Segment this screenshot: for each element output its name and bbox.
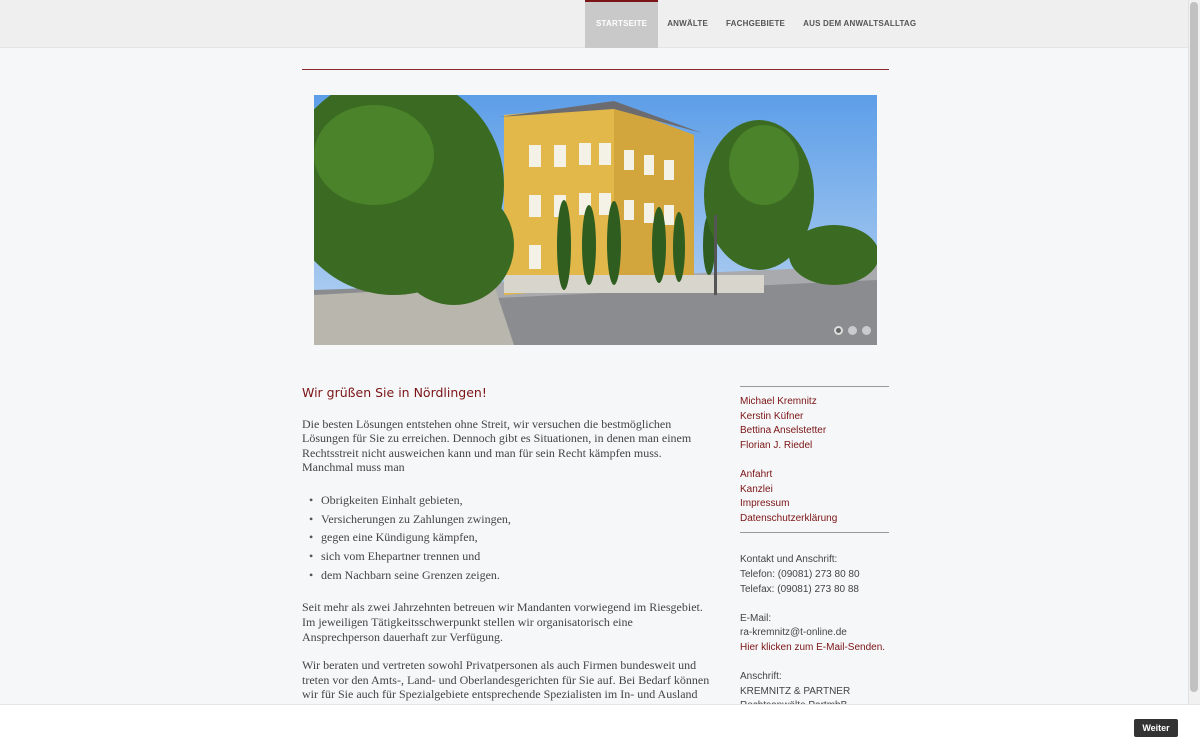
slider-dot-1[interactable] bbox=[834, 326, 843, 335]
list-item: • sich vom Ehepartner trennen und bbox=[321, 547, 712, 566]
page-heading: Wir grüßen Sie in Nördlingen! bbox=[302, 385, 487, 400]
email-label: E-Mail: bbox=[740, 612, 772, 624]
lawyer-link-kremnitz[interactable]: Michael Kremnitz bbox=[740, 396, 817, 407]
list-item: • gegen eine Kündigung kämpfen, bbox=[321, 528, 712, 547]
situations-list bbox=[321, 491, 712, 585]
slider-dots bbox=[834, 326, 871, 335]
main-content bbox=[302, 385, 712, 731]
building-photo bbox=[314, 95, 877, 345]
hero-image-slider[interactable] bbox=[314, 95, 877, 345]
nav-item-anwaelte[interactable]: ANWÄLTE bbox=[667, 19, 708, 28]
scrollbar-thumb[interactable] bbox=[1190, 2, 1198, 692]
page-scrollbar[interactable] bbox=[1188, 0, 1200, 750]
sidebar-divider bbox=[740, 386, 889, 387]
email-address: ra-kremnitz@t-online.de bbox=[740, 627, 847, 639]
link-datenschutz[interactable]: Datenschutzerklärung bbox=[740, 512, 838, 524]
phone-number: Telefon: (09081) 273 80 80 bbox=[740, 568, 860, 580]
address-line-1: KREMNITZ & PARTNER bbox=[740, 685, 851, 697]
header-divider bbox=[302, 69, 889, 70]
contact-heading: Kontakt und Anschrift: bbox=[740, 554, 838, 566]
link-anfahrt[interactable]: Anfahrt bbox=[740, 468, 773, 480]
slider-dot-2[interactable] bbox=[848, 326, 857, 335]
services-paragraph: Wir beraten und vertreten sowohl Privatpersonen als auch Firmen bundesweit und treten vor den Amts-, Land- und Oberlandesgerichten für Sie auf. Bei Bedarf können wir für Sie auch für Spezialgebiete entsprechende Spezialisten im In- und Ausland bbox=[302, 658, 710, 702]
top-navigation-bar bbox=[0, 0, 1188, 48]
intro-paragraph: Die besten Lösungen entstehen ohne Streit, wir versuchen die bestmöglichen Lösungen für Sie zu erreichen. Dennoch gibt es Situationen, in denen man einem Rechtsstreit nicht ausweichen kann und man für sein Recht kämpfen muss. Manchmal muss man bbox=[302, 416, 692, 475]
list-item: • dem Nachbarn seine Grenzen zeigen. bbox=[321, 566, 712, 585]
link-impressum[interactable]: Impressum bbox=[740, 498, 790, 510]
lawyer-link-riedel[interactable]: Florian J. Riedel bbox=[740, 439, 813, 451]
link-kanzlei[interactable]: Kanzlei bbox=[740, 483, 773, 495]
nav-item-startseite[interactable]: STARTSEITE bbox=[585, 0, 658, 48]
experience-paragraph: Seit mehr als zwei Jahrzehnten betreuen wir Mandanten vorwiegend im Riesgebiet. Im jeweiligen Tätigkeitsschwerpunkt stellen wir organisatorisch eine Ansprechperson dauerhaft zur Verfügung. bbox=[302, 600, 703, 644]
list-item: • Versicherungen zu Zahlungen zwingen, bbox=[321, 510, 712, 529]
email-send-link[interactable]: Hier klicken zum E-Mail-Senden. bbox=[740, 641, 886, 653]
main-nav bbox=[585, 0, 925, 48]
nav-item-anwaltsalltag[interactable]: AUS DEM ANWALTSALLTAG bbox=[803, 19, 917, 28]
address-label: Anschrift: bbox=[740, 671, 782, 683]
lawyer-link-kuefner[interactable]: Kerstin Küfner bbox=[740, 410, 804, 422]
fax-number: Telefax: (09081) 273 80 88 bbox=[740, 583, 859, 595]
slider-dot-3[interactable] bbox=[862, 326, 871, 335]
cookie-banner bbox=[0, 704, 1200, 750]
list-item: • Obrigkeiten Einhalt gebieten, bbox=[321, 491, 712, 510]
lawyer-link-anselstetter[interactable]: Bettina Anselstetter bbox=[740, 425, 827, 437]
cookie-continue-button[interactable]: Weiter bbox=[1134, 719, 1178, 737]
sidebar bbox=[740, 386, 889, 714]
nav-item-fachgebiete[interactable]: FACHGEBIETE bbox=[726, 19, 786, 28]
